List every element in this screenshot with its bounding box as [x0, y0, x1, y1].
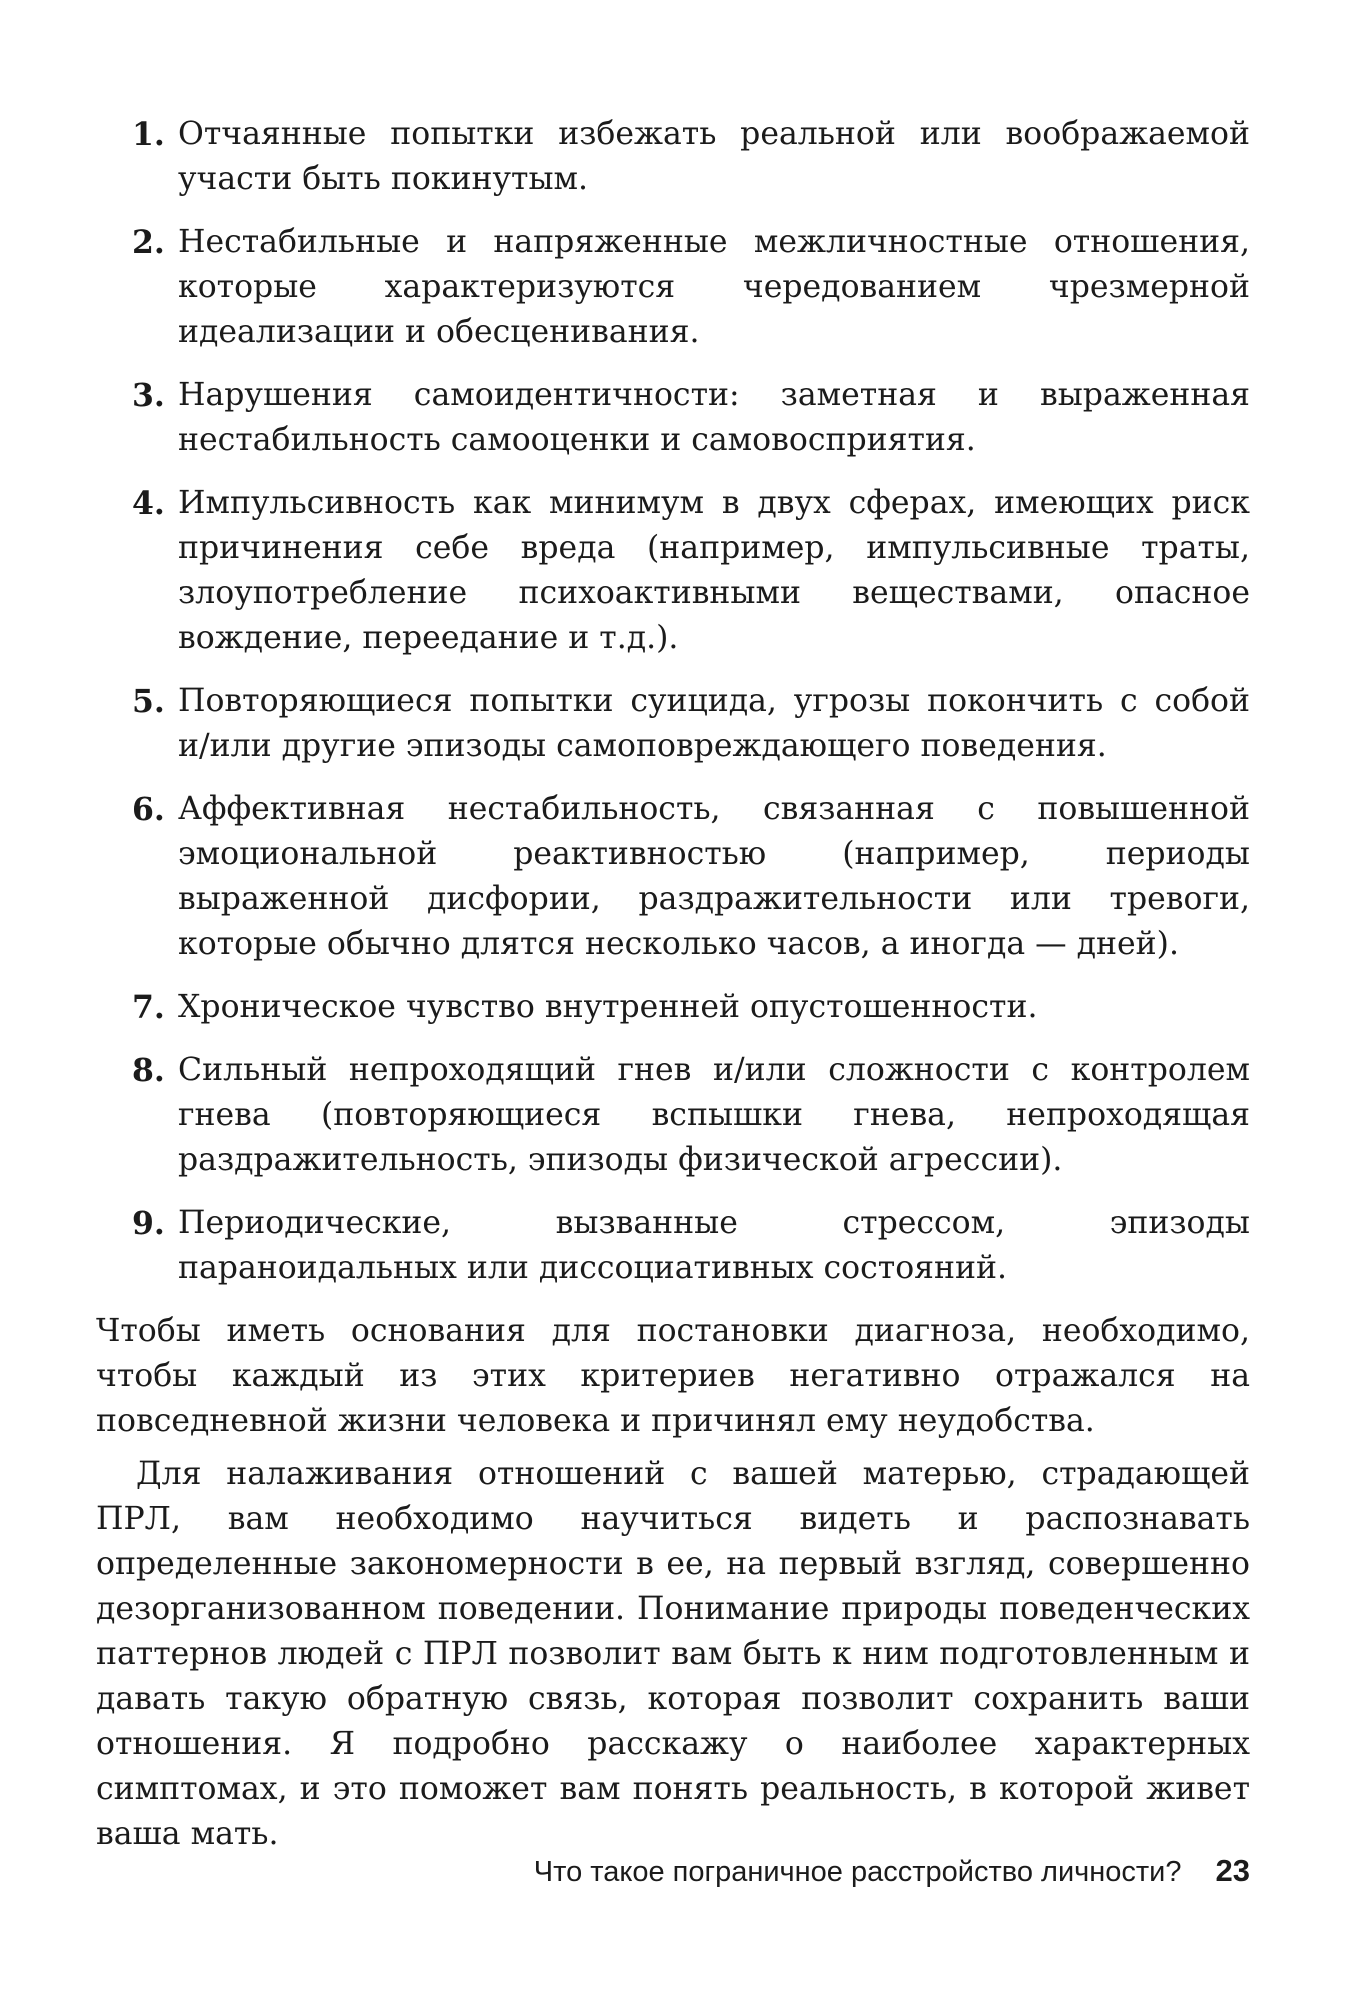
item-text: Импульсивность как минимум в двух сферах, имеющих риск причинения себе вреда (например, импульсивные траты, злоупотребление психоактивными веществами, опасное вождение, переедание и т.д.). — [178, 485, 1250, 656]
item-number: 3. — [132, 377, 165, 414]
criteria-item — [96, 787, 1250, 967]
item-text: Хроническое чувство внутренней опустошенности. — [178, 989, 1038, 1025]
running-title: Что такое пограничное расстройство личности? — [533, 1856, 1182, 1888]
criteria-list — [96, 112, 1250, 1291]
item-number: 8. — [132, 1052, 165, 1089]
criteria-item — [96, 985, 1250, 1030]
item-text: Периодические, вызванные стрессом, эпизоды параноидальных или диссоциативных состояний. — [178, 1205, 1250, 1286]
item-text: Повторяющиеся попытки суицида, угрозы покончить с собой и/или другие эпизоды самоповреждающего поведения. — [178, 683, 1250, 764]
criteria-item — [96, 679, 1250, 769]
page-footer — [534, 1853, 1250, 1889]
item-number: 2. — [132, 224, 165, 261]
item-number: 9. — [132, 1205, 165, 1242]
item-text: Нарушения самоидентичности: заметная и выраженная нестабильность самооценки и самовосприятия. — [178, 377, 1250, 458]
item-number: 7. — [132, 989, 165, 1026]
item-text: Нестабильные и напряженные межличностные отношения, которые характеризуются чередованием чрезмерной идеализации и обесценивания. — [178, 224, 1250, 350]
page-number: 23 — [1215, 1853, 1250, 1888]
item-text: Аффективная нестабильность, связанная с повышенной эмоциональной реактивностью (например, периоды выраженной дисфории, раздражительности или тревоги, которые обычно длятся несколько часов, а иногда — дней). — [178, 791, 1250, 962]
criteria-item — [96, 481, 1250, 661]
item-number: 1. — [132, 116, 165, 153]
item-number: 4. — [132, 485, 165, 522]
criteria-item — [96, 373, 1250, 463]
item-number: 5. — [132, 683, 165, 720]
body-paragraph: Чтобы иметь основания для постановки диагноза, необходимо, чтобы каждый из этих критериев негативно отражался на повседневной жизни человека и причинял ему неудобства. — [96, 1313, 1250, 1439]
body-paragraph: Для налаживания отношений с вашей матерью, страдающей ПРЛ, вам необходимо научиться видеть и распознавать определенные закономерности в ее, на первый взгляд, совершенно дезорганизованном поведении. Понимание природы поведенческих паттернов людей с ПРЛ позволит вам быть к ним подготовленным и давать такую обратную связь, которая позволит сохранить ваши отношения. Я подробно расскажу о наиболее характерных симптомах, и это поможет вам понять реальность, в которой живет ваша мать. — [96, 1456, 1250, 1852]
page-body — [96, 112, 1250, 1857]
item-text: Отчаянные попытки избежать реальной или воображаемой участи быть покинутым. — [178, 116, 1250, 197]
criteria-item — [96, 220, 1250, 355]
item-text: Сильный непроходящий гнев и/или сложности с контролем гнева (повторяющиеся вспышки гнева, непроходящая раздражительность, эпизоды физической агрессии). — [178, 1052, 1250, 1178]
criteria-item — [96, 1201, 1250, 1291]
criteria-item — [96, 112, 1250, 202]
criteria-item — [96, 1048, 1250, 1183]
item-number: 6. — [132, 791, 165, 828]
